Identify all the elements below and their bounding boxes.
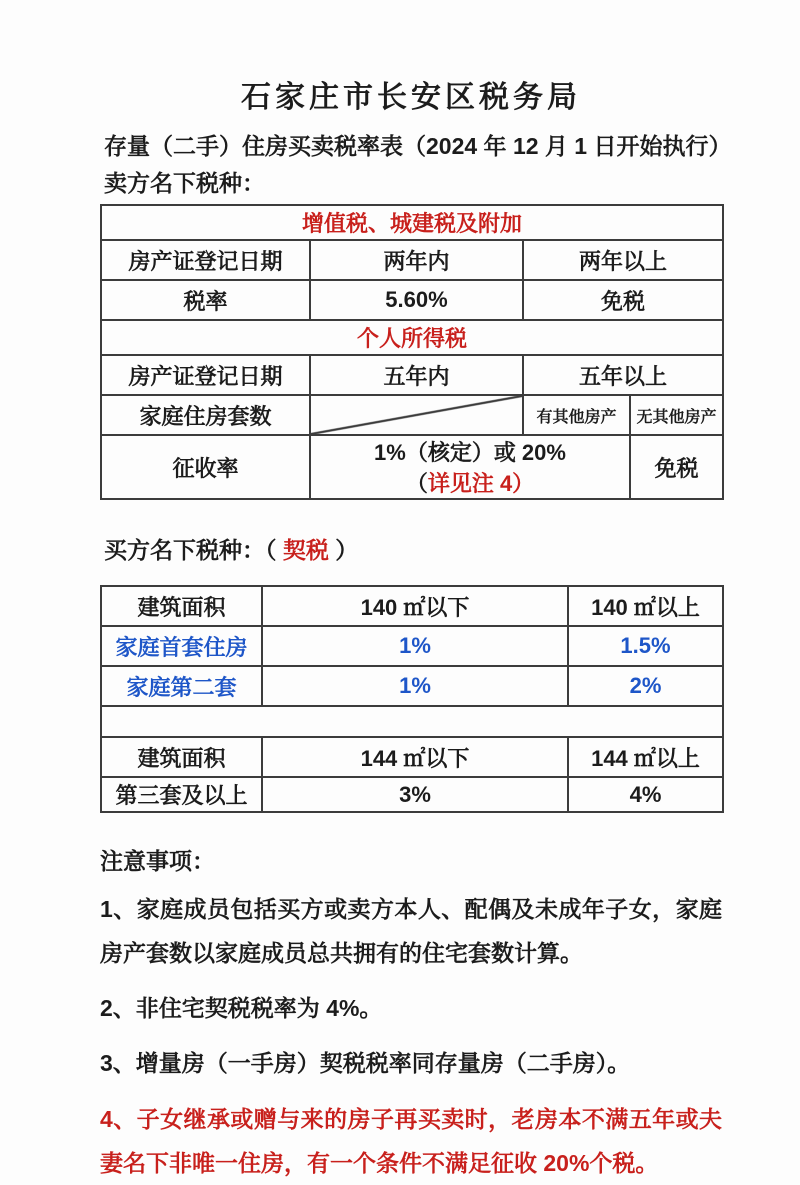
spacer-row	[101, 706, 723, 737]
over-2y-header: 两年以上	[523, 240, 723, 280]
buyer-taxes-label	[104, 532, 722, 565]
has-other-property-header: 有其他房产	[523, 395, 630, 435]
reg-date-label-2: 房产证登记日期	[101, 355, 310, 395]
floor-area-label: 建筑面积	[101, 586, 262, 626]
area-header-row-144	[101, 737, 723, 777]
buyer-label-suffix: ）	[328, 537, 359, 563]
vat-section-header: 增值税、城建税及附加	[101, 205, 723, 240]
levy-rate-note-ref: 详见注 4）	[427, 471, 535, 496]
household-count-label: 家庭住房套数	[101, 395, 310, 435]
buyer-tax-table	[100, 585, 724, 813]
area-under-140-header: 140 ㎡以下	[262, 586, 568, 626]
income-tax-section-header: 个人所得税	[101, 320, 723, 355]
tax-rate-value: 5.60%	[310, 280, 523, 320]
second-home-label: 家庭第二套	[101, 666, 262, 706]
seller-taxes-label: 卖方名下税种：	[104, 170, 265, 196]
note-item-4: 4、子女继承或赠与来的房子再买卖时，老房本不满五年或夫妻名下非唯一住房，有一个条件不满足征收 20%个税。	[100, 1105, 722, 1176]
income-header-row	[101, 320, 723, 355]
area-header-row	[101, 586, 723, 626]
levy-rate-row	[101, 435, 723, 499]
tax-exempt-value: 免税	[523, 280, 723, 320]
second-home-over-140-rate: 2%	[568, 666, 723, 706]
deed-tax-name: 契税	[282, 537, 329, 563]
area-over-144-header: 144 ㎡以上	[568, 737, 723, 777]
third-home-over-144-rate: 4%	[568, 777, 723, 812]
buyer-label-prefix: 买方名下税种：（	[104, 537, 283, 563]
note-item-1: 1、家庭成员包括买方或卖方本人、配偶及未成年子女，家庭房产套数以家庭成员总共拥有的住宅套数计算。	[100, 896, 722, 967]
within-5y-header: 五年内	[310, 355, 523, 395]
third-home-under-144-rate: 3%	[262, 777, 568, 812]
levy-rate-label: 征收率	[101, 435, 310, 499]
vat-rate-row	[101, 280, 723, 320]
first-home-label: 家庭首套住房	[101, 626, 262, 666]
levy-rate-value	[310, 435, 630, 499]
third-home-label: 第三套及以上	[101, 777, 262, 812]
first-home-over-140-rate: 1.5%	[568, 626, 723, 666]
over-5y-header: 五年以上	[523, 355, 723, 395]
vat-date-row	[101, 240, 723, 280]
tax-rate-label: 税率	[101, 280, 310, 320]
page-subtitle: 存量（二手）住房买卖税率表（2024 年 12 月 1 日开始执行）	[104, 133, 732, 159]
floor-area-label-2: 建筑面积	[101, 737, 262, 777]
third-home-row	[101, 777, 723, 812]
notes-section	[100, 843, 722, 1185]
no-other-property-header: 无其他房产	[630, 395, 723, 435]
seller-tax-table	[100, 204, 724, 500]
notes-heading: 注意事项：	[100, 848, 215, 874]
note-item-3: 3、增量房（一手房）契税税率同存量房（二手房）。	[100, 1050, 631, 1077]
within-2y-header: 两年内	[310, 240, 523, 280]
area-over-140-header: 140 ㎡以上	[568, 586, 723, 626]
reg-date-label: 房产证登记日期	[101, 240, 310, 280]
household-count-row	[101, 395, 723, 435]
second-home-under-140-rate: 1%	[262, 666, 568, 706]
second-home-row	[101, 666, 723, 706]
first-home-row	[101, 626, 723, 666]
first-home-under-140-rate: 1%	[262, 626, 568, 666]
income-date-row	[101, 355, 723, 395]
levy-exempt-value: 免税	[630, 435, 723, 499]
levy-rate-value-main: 1%（核定）或 20%（	[374, 440, 566, 496]
vat-header-row	[101, 205, 723, 240]
diagonal-slash-cell	[310, 395, 523, 435]
page-title: 石家庄市长安区税务局	[241, 81, 581, 114]
empty-cell	[101, 706, 723, 737]
note-item-2: 2、非住宅契税税率为 4%。	[100, 995, 383, 1022]
area-under-144-header: 144 ㎡以下	[262, 737, 568, 777]
